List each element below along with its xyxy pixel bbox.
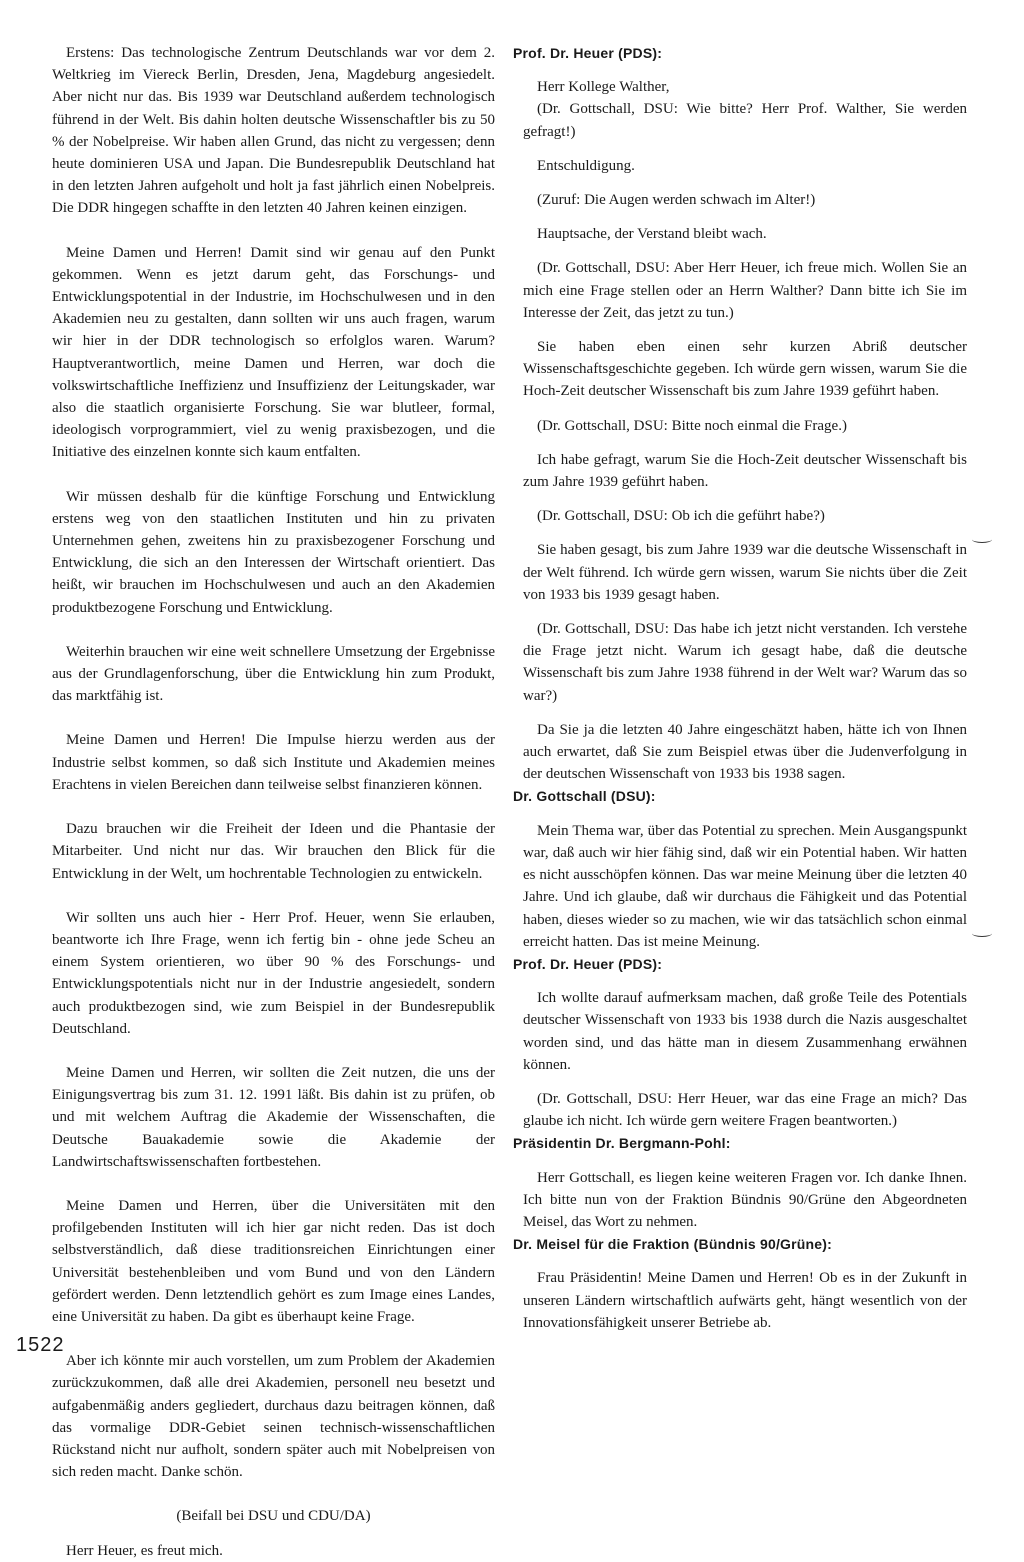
speech-line: Sie haben eben einen sehr kurzen Abriß deutscher Wissenschaftsgeschichte gegeben. Ich würde gern wissen, warum Sie die Hoch-Zeit deutscher Wissenschaft bis zum Jahre 1939 geführt haben. [523,339,967,400]
interjection: (Dr. Gottschall, DSU: Aber Herr Heuer, ich freue mich. Wollen Sie an mich eine Frage stellen oder an Herrn Walther? Dann bitte ich Sie im Interesse der Zeit, das jetzt zu tun.) [523,260,967,321]
speech-line: Entschuldigung. [537,157,635,174]
speech-line: Herr Kollege Walther, [537,79,670,96]
applause-note: (Beifall bei DSU und CDU/DA) [176,1508,371,1525]
interjection: (Dr. Gottschall, DSU: Herr Heuer, war das eine Frage an mich? Das glaube ich nicht. Ich würde gern weitere Fragen beantworten.) [523,1090,967,1130]
interjection: (Dr. Gottschall, DSU: Ob ich die geführt habe?) [537,508,825,525]
page-number: 1522 [16,1334,65,1356]
closing-line: Herr Heuer, es freut mich. [66,1542,223,1559]
paragraph: Erstens: Das technologische Zentrum Deutschlands war vor dem 2. Weltkrieg im Viereck Berlin, Dresden, Jena, Magdeburg angesiedelt. Aber nicht nur das. Bis 1939 war Deutschland außerdem technologisch führend in der Welt. Bis dahin holten deutsche Wissenschaftler bis zu 50 % der Nobelpreise. Wir haben allen Grund, das nicht zu vergessen; denn heute dominieren USA und Japan. Die Bundesrepublik Deutschland hat in den letzten Jahren aufgeholt und holt ja fast jährlich einen Nobelpreis. Die DDR hingegen schaffte in den letzten 40 Jahren keinen einzigen. [52,45,495,217]
left-column [52,42,495,1562]
speaker-heading: Präsidentin Dr. Bergmann-Pohl: [513,1135,731,1152]
paragraph: Wir sollten uns auch hier - Herr Prof. Heuer, wenn Sie erlauben, beantworte ich Ihre Frage, wenn ich fertig bin - ohne jede Scheu an einem System orientieren, wo über 90 % des Forschungs- und Entwicklungspotentials nicht nur in der Industrie angesiedelt, sondern auch produktbezogen sind, wie zum Beispiel in der Bundesrepublik Deutschland. [52,909,495,1037]
paragraph: Weiterhin brauchen wir eine weit schnellere Umsetzung der Ergebnisse aus der Grundlagenforschung, über die Entwicklung hin zum Produkt, das marktfähig ist. [52,643,495,705]
margin-mark [972,536,992,543]
speech-line: Hauptsache, der Verstand bleibt wach. [537,226,767,243]
paragraph: Dazu brauchen wir die Freiheit der Ideen und die Phantasie der Mitarbeiter. Und nicht nur das. Wir brauchen den Blick für die Entwicklung in der Welt, um hochrentable Technologien zu entwickeln. [52,821,495,882]
interjection: (Dr. Gottschall, DSU: Bitte noch einmal die Frage.) [537,417,847,434]
speech-line: Sie haben gesagt, bis zum Jahre 1939 war die deutsche Wissenschaft in der Welt führend. Ich würde gern wissen, warum Sie nichts über die Zeit von 1933 bis 1939 gesagt haben. [523,542,967,603]
paragraph: Meine Damen und Herren, wir sollten die Zeit nutzen, die uns der Einigungsvertrag bis zum 31. 12. 1991 läßt. Bis dahin ist zu prüfen, ob und mit welchem Auftrag die Akademie der Wissenschaften, die Deutsche Bauakademie sowie die Akademie der Landwirtschaftswissenschaften fortbestehen. [52,1064,495,1170]
paragraph: Meine Damen und Herren! Die Impulse hierzu werden aus der Industrie selbst kommen, so daß sich Institute und Akademien meines Erachtens in vielen Bereichen dann teilweise selbst finanzieren können. [52,732,495,793]
paragraph: Aber ich könnte mir auch vorstellen, um zum Problem der Akademien zurückzukommen, daß alle drei Akademien, personell neu besetzt und aufgabenmäßig anders gegliedert, durchaus dazu beitragen können, daß das vormalige DDR-Gebiet seinen technisch-wissenschaftlichen Rückstand nicht nur aufholt, sondern später auch mit Nobelpreisen von sich reden macht. Danke schön. [52,1353,495,1481]
paragraph: Meine Damen und Herren, über die Universitäten mit den profilgebenden Instituten will ich hier gar nicht reden. Das ist doch selbstverständlich, daß diese traditionsreichen Einrichtungen einer Universität bestehenbleiben und vom Bund und von den Ländern gefördert werden. Denn letztendlich gehört es zum Image eines Landes, eine Universität zu haben. Da gibt es überhaupt keine Frage. [52,1197,495,1325]
interjection: (Zuruf: Die Augen werden schwach im Alter!) [537,192,816,209]
speech-line: Frau Präsidentin! Meine Damen und Herren! Ob es in der Zukunft in unseren Ländern wirtschaftlich aufwärts geht, hängt wesentlich von der Innovationsfähigkeit unserer Betriebe ab. [523,1270,967,1331]
paragraph: Wir müssen deshalb für die künftige Forschung und Entwicklung erstens weg von den staatlichen Instituten und hin zu privaten Unternehmen gehen, zweitens hin zu praxisbezogener Forschung und Entwicklung, die sich an den Interessen der Wirtschaft orientiert. Das heißt, wir brauchen im Hochschulwesen und auch an den Akademien produktbezogene Forschung und Entwicklung. [52,488,495,616]
speech-line: Ich habe gefragt, warum Sie die Hoch-Zeit deutscher Wissenschaft bis zum Jahre 1939 geführt haben. [523,451,967,491]
margin-mark [972,930,992,937]
interjection: (Dr. Gottschall, DSU: Das habe ich jetzt nicht verstanden. Ich verstehe die Frage jetzt nicht. Warum ich gesagt habe, daß die deutsche Wissenschaft bis zum Jahre 1938 führend in der Welt war? Warum das so war?) [523,621,967,704]
speech-line: Mein Thema war, über das Potential zu sprechen. Mein Ausgangspunkt war, daß auch wir hier fähig sind, daß wir ein Potential haben. Wir hatten es nicht ausschöpfen können. Das war meine Meinung über die letzten 40 Jahre. Und ich glaube, daß wir durchaus die Fähigkeit und das Potential haben, dieses wieder so zu machen, wie wir das tatsächlich schon einmal erreicht hatten. Das ist meine Meinung. [523,822,967,950]
interjection: (Dr. Gottschall, DSU: Wie bitte? Herr Prof. Walther, Sie werden gefragt!) [523,101,967,140]
speech-line: Herr Gottschall, es liegen keine weiteren Fragen vor. Ich danke Ihnen. Ich bitte nun von der Fraktion Bündnis 90/Grüne den Abgeordneten Meisel, das Wort zu nehmen. [523,1169,967,1230]
speaker-heading: Prof. Dr. Heuer (PDS): [513,45,663,61]
speaker-heading: Prof. Dr. Heuer (PDS): [513,955,663,972]
speech-line: Da Sie ja die letzten 40 Jahre eingeschätzt haben, hätte ich von Ihnen auch erwartet, daß Sie zum Beispiel etwas über die Judenverfolgung in der deutschen Wissenschaft von 1933 bis 1938 sagen. [523,721,967,783]
speaker-heading: Dr. Gottschall (DSU): [513,788,656,805]
speech-line: Ich wollte darauf aufmerksam machen, daß große Teile des Potentials deutscher Wissenschaft von 1933 bis 1938 durch die Nazis ausgeschaltet worden sind, und das hätte man in diesem Zusammenhang erwähnen können. [523,990,967,1073]
right-column [513,42,967,1334]
speaker-heading: Dr. Meisel für die Fraktion (Bündnis 90/Grüne): [513,1236,832,1253]
paragraph: Meine Damen und Herren! Damit sind wir genau auf den Punkt gekommen. Wenn es jetzt darum geht, das Forschungs- und Entwicklungspotential in der Industrie, im Hochschulwesen und in den Akademien neu zu gestalten, dann sollten wir uns auch fragen, warum wir hier in der DDR technologisch so erfolglos waren. Warum? Hauptverantwortlich, meine Damen und Herren, war doch die volkswirtschaftliche Ineffizienz und Insuffizienz der Leitungskader, war also die staatlich organisierte Forschung. Sie war blutleer, formal, ideologisch vorprogrammiert, viel zu wenig praxisbezogen, und die Initiative des einzelnen konnte sich kaum entfalten. [52,244,495,461]
